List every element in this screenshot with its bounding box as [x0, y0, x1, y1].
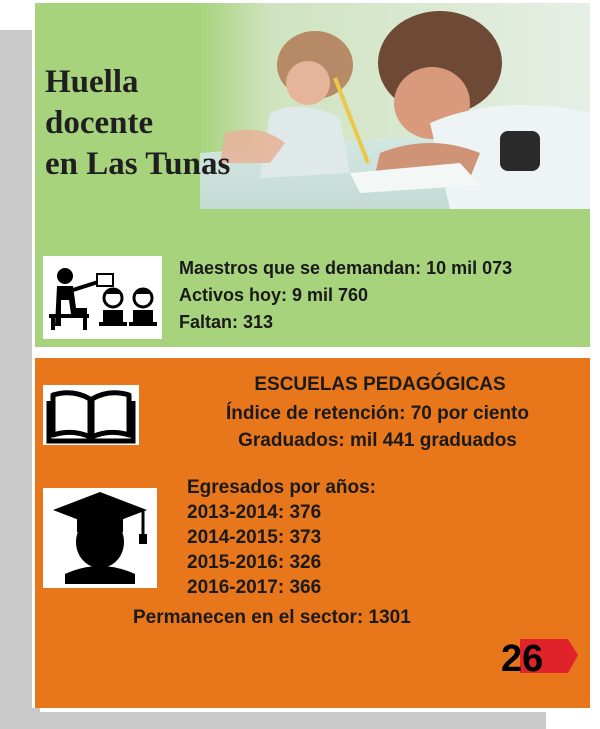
title-line-2: docente: [45, 105, 154, 141]
poster-title: [45, 62, 245, 185]
year-row: 2015-2016: 326: [187, 552, 322, 573]
years-heading: Egresados por años:: [187, 477, 376, 498]
retention-index: Índice de retención: 70 por ciento: [225, 403, 529, 424]
teachers-missing: Faltan: 313: [179, 312, 274, 332]
teacher-classroom-icon: [43, 256, 162, 339]
title-line-1: Huella: [45, 64, 139, 100]
graduates-total: Graduados: mil 441 graduados: [238, 430, 517, 451]
teachers-active: Activos hoy: 9 mil 760: [179, 285, 369, 305]
year-row: 2014-2015: 373: [187, 527, 322, 548]
title-line-3: en Las Tunas: [45, 146, 231, 182]
schools-heading: ESCUELAS PEDAGÓGICAS: [254, 374, 506, 395]
year-row: 2016-2017: 366: [187, 577, 322, 598]
year-row: 2013-2014: 376: [187, 502, 322, 523]
teacher-stats: [179, 255, 579, 336]
logo-text: 26: [501, 638, 544, 679]
students-writing-photo: [200, 3, 590, 209]
tiempo21-26-logo: [498, 633, 580, 679]
remain-in-sector: Permanecen en el sector: 1301: [133, 607, 411, 628]
frame-shadow-bottom: [0, 712, 546, 729]
graduates-by-year: [187, 475, 507, 600]
teachers-demanded: Maestros que se demandan: 10 mil 073: [179, 258, 513, 278]
open-book-icon: [43, 385, 139, 445]
graduate-cap-icon: [43, 488, 157, 588]
